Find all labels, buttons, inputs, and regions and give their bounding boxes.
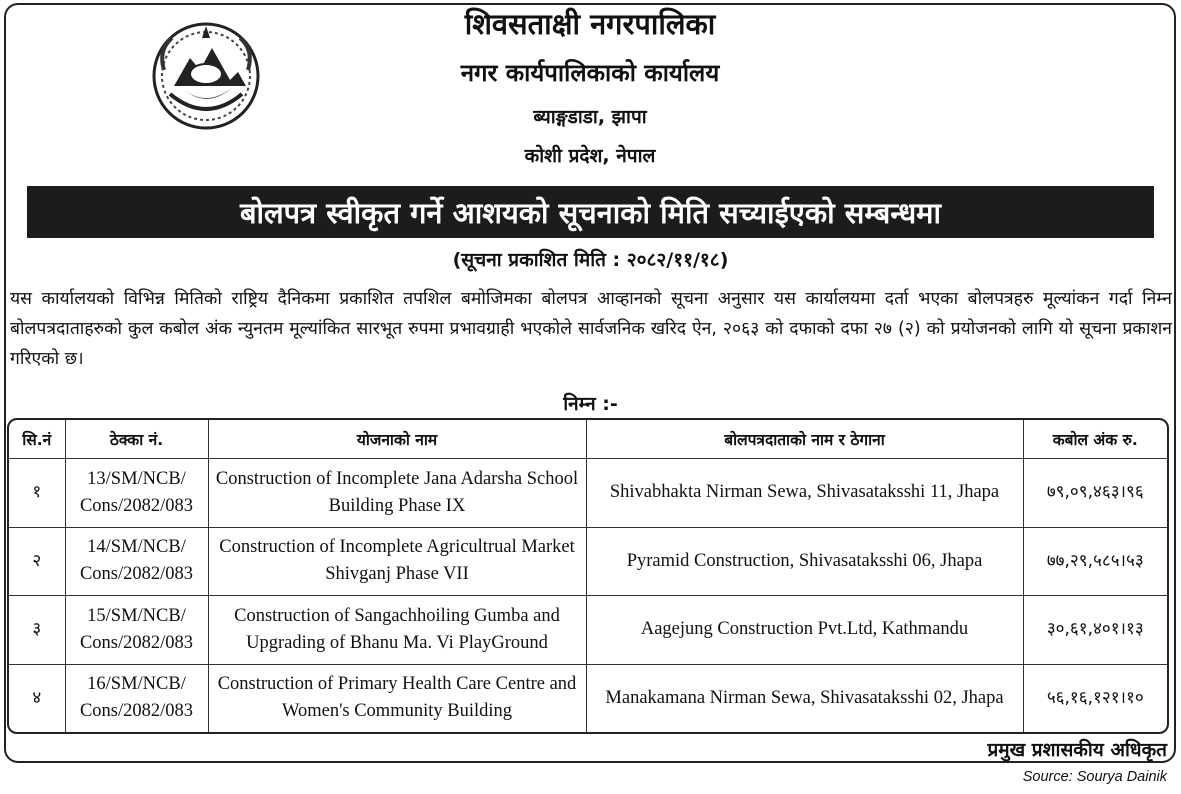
cell-contract-no: 14/SM/NCB/ Cons/2082/083 xyxy=(65,527,208,596)
cell-serial: ४ xyxy=(9,664,65,732)
signatory-title: प्रमुख प्रशासकीय अधिकृत xyxy=(987,739,1167,761)
bid-table xyxy=(7,418,1169,734)
cell-bidder: Manakamana Nirman Sewa, Shivasataksshi 02, Jhapa xyxy=(586,664,1023,732)
published-date: (सूचना प्रकाशित मिति : २०८२/११/१८) xyxy=(452,249,729,271)
cell-amount: ३०,६१,४०१।१३ xyxy=(1023,596,1167,665)
list-subheading: निम्न :- xyxy=(563,393,618,415)
cell-contract-no: 15/SM/NCB/ Cons/2082/083 xyxy=(65,596,208,665)
cell-contract-no: 16/SM/NCB/ Cons/2082/083 xyxy=(65,664,208,732)
cell-serial: २ xyxy=(9,527,65,596)
cell-bidder: Shivabhakta Nirman Sewa, Shivasataksshi 11, Jhapa xyxy=(586,459,1023,528)
notice-title-banner xyxy=(27,186,1154,238)
cell-bidder: Aagejung Construction Pvt.Ltd, Kathmandu xyxy=(586,596,1023,665)
cell-project-name: Construction of Primary Health Care Centre and Women's Community Building xyxy=(208,664,586,732)
cell-project-name: Construction of Incomplete Jana Adarsha School Building Phase IX xyxy=(208,459,586,528)
cell-serial: १ xyxy=(9,459,65,528)
table-row xyxy=(9,527,1167,596)
source-credit: Source: Sourya Dainik xyxy=(1022,769,1167,785)
notice-body: यस कार्यालयको विभिन्न मितिको राष्ट्रिय दैनिकमा प्रकाशित तपशिल बमोजिमका बोलपत्र आव्हानको सूचना अनुसार यस कार्यालयमा दर्ता भएका बोलपत्रहरु मूल्यांकन गर्दा निम्न बोलपत्रदाताहरुको कुल कबोल अंक न्युनतम मूल्यांकित सारभूत रुपमा प्रभावग्राही भएकोले सार्वजनिक खरिद ऐन, २०६३ को दफाको दफा २७ (२) को प्रयोजनको लागि यो सूचना प्रकाशन गरिएको छ। xyxy=(10,289,1172,369)
cell-amount: ७७,२९,५८५।५३ xyxy=(1023,527,1167,596)
header-bidder: बोलपत्रदाताको नाम र ठेगाना xyxy=(586,420,1023,459)
office-province: कोशी प्रदेश, नेपाल xyxy=(524,145,656,167)
nepal-emblem-icon xyxy=(150,20,262,132)
header-amount: कबोल अंक रु. xyxy=(1023,420,1167,459)
municipality-name: शिवसताक्षी नगरपालिका xyxy=(464,7,716,41)
cell-serial: ३ xyxy=(9,596,65,665)
header-contract-no: ठेक्का नं. xyxy=(65,420,208,459)
cell-project-name: Construction of Incomplete Agricultrual Market Shivganj Phase VII xyxy=(208,527,586,596)
table-row xyxy=(9,459,1167,528)
header-serial: सि.नं xyxy=(9,420,65,459)
header-project-name: योजनाको नाम xyxy=(208,420,586,459)
office-address: ब्याङ्गडाडा, झापा xyxy=(533,106,647,128)
notice-title: बोलपत्र स्वीकृत गर्ने आशयको सूचनाको मिति सच्याईएको सम्बन्धमा xyxy=(239,195,942,230)
cell-amount: ५६,१६,१२१।१० xyxy=(1023,664,1167,732)
cell-bidder: Pyramid Construction, Shivasataksshi 06, Jhapa xyxy=(586,527,1023,596)
table-row xyxy=(9,596,1167,665)
table-row xyxy=(9,664,1167,732)
office-name: नगर कार्यपालिकाको कार्यालय xyxy=(460,59,720,87)
table-header-row xyxy=(9,420,1167,459)
cell-contract-no: 13/SM/NCB/ Cons/2082/083 xyxy=(65,459,208,528)
cell-amount: ७९,०९,४६३।९६ xyxy=(1023,459,1167,528)
cell-project-name: Construction of Sangachhoiling Gumba and Upgrading of Bhanu Ma. Vi PlayGround xyxy=(208,596,586,665)
